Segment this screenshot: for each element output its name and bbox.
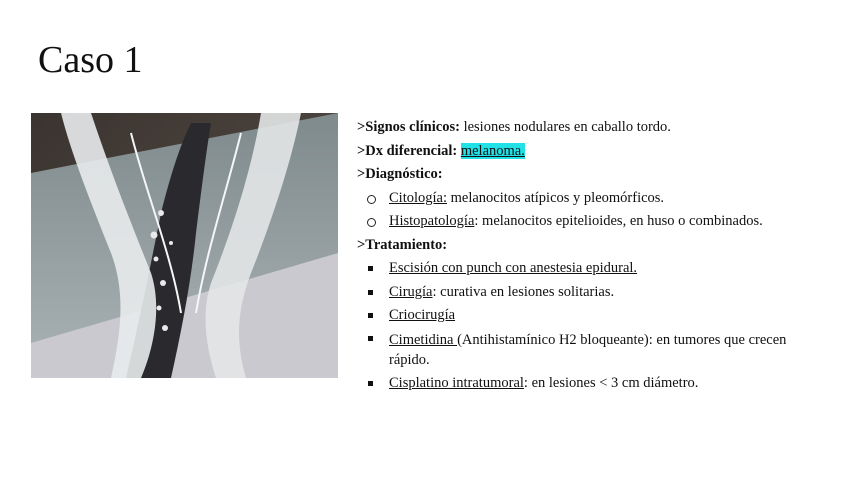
tratamiento-item-text: : en lesiones < 3 cm diámetro.: [523, 374, 699, 391]
square-bullet-icon: [368, 266, 373, 271]
signos-label: >Signos clínicos:: [357, 119, 460, 135]
tratamiento-item: [357, 304, 827, 328]
tratamiento-item-text: : curativa en lesiones solitarias.: [432, 283, 615, 300]
signos-text: lesiones nodulares en caballo tordo.: [459, 119, 671, 135]
photo-illustration: [31, 113, 338, 378]
square-bullet-icon: [368, 381, 373, 386]
tratamiento-item-text: (Antihistamínico H2 bloqueante): en tumores que crecen rápido.: [389, 331, 787, 368]
tratamiento-item: [357, 328, 827, 372]
tratamiento-heading: >Tratamiento:: [357, 236, 448, 253]
tratamiento-item-link[interactable]: Criocirugía: [389, 307, 456, 323]
diagnostico-item-text: : melanocitos epitelioides, en huso o combinados.: [474, 213, 763, 229]
square-bullet-icon: [368, 313, 373, 318]
tratamiento-item-link[interactable]: Cisplatino intratumoral: [389, 374, 524, 391]
dx-label: >Dx diferencial:: [357, 142, 458, 159]
slide-content: [357, 116, 827, 395]
tratamiento-item-link[interactable]: Escisión con punch con anestesia epidural.: [389, 260, 638, 276]
square-bullet-icon: [368, 290, 373, 295]
tratamiento-item: [357, 281, 827, 305]
tratamiento-item-link[interactable]: Cimetidina: [389, 331, 458, 348]
signos-line: [357, 116, 827, 140]
diagnostico-heading: >Diagnóstico:: [357, 166, 443, 182]
diagnostico-item-link[interactable]: Citología:: [389, 189, 447, 206]
tratamiento-item-link[interactable]: Cirugía: [389, 283, 433, 300]
diagnostico-item-link[interactable]: Histopatología: [389, 213, 475, 229]
circle-bullet-icon: [367, 218, 376, 227]
square-bullet-icon: [368, 336, 373, 341]
slide-title: Caso 1: [38, 39, 143, 81]
circle-bullet-icon: [367, 195, 376, 204]
diagnostico-item: [357, 210, 827, 234]
diagnostico-item-text: melanocitos atípicos y pleomórficos.: [447, 189, 665, 206]
diagnostico-item: [357, 187, 827, 211]
dx-line: [357, 140, 827, 164]
horse-tail-photo: [31, 113, 338, 378]
dx-highlight-link[interactable]: melanoma.: [460, 142, 525, 159]
tratamiento-item: [357, 257, 827, 281]
tratamiento-item: [357, 372, 827, 396]
